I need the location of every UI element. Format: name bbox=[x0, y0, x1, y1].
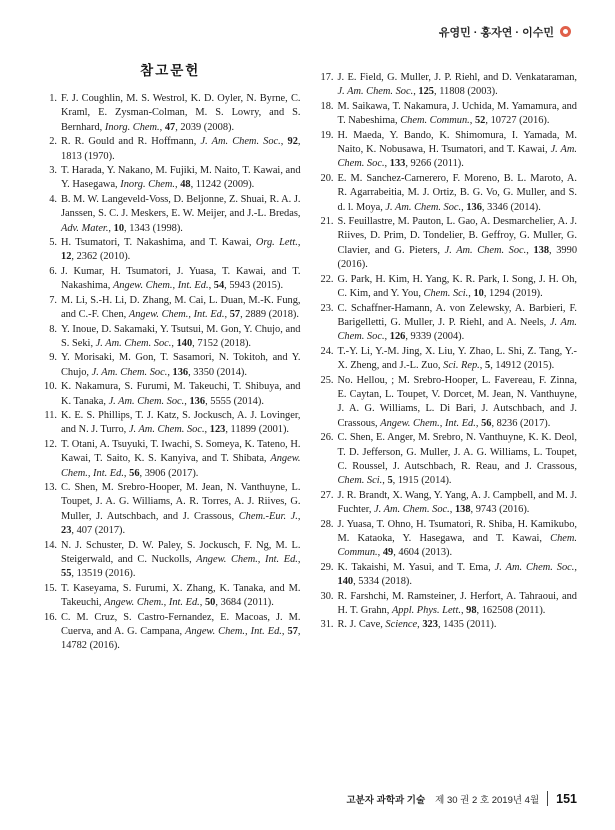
reference-text: J. Kumar, H. Tsumatori, J. Yuasa, T. Kawai, and T. Nakashima, Angew. Chem., Int. Ed., 54, 5943 (2015). bbox=[61, 265, 301, 292]
section-title: 참고문헌 bbox=[140, 63, 201, 78]
reference-text: T. Harada, Y. Nakano, M. Fujiki, M. Naito, T. Kawai, and Y. Hasegawa, Inorg. Chem., 48, 11242 (2009). bbox=[61, 165, 301, 191]
reference-number: 10. bbox=[44, 381, 57, 393]
reference-number: 12. bbox=[44, 438, 57, 450]
references-left bbox=[40, 92, 301, 654]
reference-text: F. J. Coughlin, M. S. Westrol, K. D. Oyler, N. Byrne, C. Kraml, E. Zysman-Colman, M. S. Lowry, and S. Bernhard, Inorg. Chem., 47, 2039 (2008). bbox=[61, 93, 301, 133]
reference-number: 28. bbox=[320, 518, 334, 530]
page-number: 151 bbox=[556, 791, 577, 806]
reference-number: 30. bbox=[320, 590, 334, 602]
reference-text: C. Schaffner-Hamann, A. von Zelewsky, A. Barbieri, F. Barigelletti, G. Muller, J. P. Riehl, and A. Neels, J. Am. Chem. Soc., 126, 9339 (2004). bbox=[337, 302, 577, 343]
reference-number: 22. bbox=[320, 273, 334, 285]
reference-number: 26. bbox=[320, 432, 334, 444]
reference-item bbox=[317, 489, 578, 518]
reference-number: 31. bbox=[320, 619, 334, 631]
reference-number: 20. bbox=[320, 172, 334, 184]
reference-text: K. E. S. Phillips, T. J. Katz, S. Jockusch, A. J. Lovinger, and N. J. Turro, J. Am. Chem. Soc., 123, 11899 (2001). bbox=[61, 409, 301, 436]
reference-text: R. J. Cave, Science, 323, 1435 (2011). bbox=[337, 619, 497, 631]
reference-number: 18. bbox=[320, 100, 334, 112]
reference-text: H. Tsumatori, T. Nakashima, and T. Kawai, Org. Lett., 12, 2362 (2010). bbox=[61, 237, 301, 263]
reference-text: R. Farshchi, M. Ramsteiner, J. Herfort, A. Tahraoui, and H. T. Grahn, Appl. Phys. Lett., 98, 162508 (2011). bbox=[337, 590, 577, 617]
reference-text: G. Park, H. Kim, H. Yang, K. R. Park, I. Song, J. H. Oh, C. Kim, and Y. You, Chem. Sci., 10, 1294 (2019). bbox=[337, 273, 577, 300]
reference-number: 5. bbox=[49, 237, 57, 249]
reference-item bbox=[317, 618, 578, 632]
reference-text: K. Nakamura, S. Furumi, M. Takeuchi, T. Shibuya, and K. Tanaka, J. Am. Chem. Soc., 136, 5555 (2014). bbox=[61, 381, 301, 407]
reference-item bbox=[40, 92, 301, 135]
reference-item bbox=[317, 374, 578, 432]
reference-item bbox=[317, 100, 578, 129]
reference-text: M. Saikawa, T. Nakamura, J. Uchida, M. Yamamura, and T. Nabeshima, Chem. Commun., 52, 10727 (2016). bbox=[337, 100, 577, 127]
reference-columns bbox=[40, 59, 577, 654]
reference-text: J. E. Field, G. Muller, J. P. Riehl, and D. Venkataraman, J. Am. Chem. Soc., 125, 11808 (2003). bbox=[337, 72, 577, 98]
reference-text: M. Li, S.-H. Li, D. Zhang, M. Cai, L. Duan, M.-K. Fung, and C.-F. Chen, Angew. Chem., Int. Ed., 57, 2889 (2018). bbox=[61, 294, 301, 321]
reference-item bbox=[317, 431, 578, 489]
reference-item bbox=[317, 345, 578, 374]
reference-text: E. M. Sanchez-Carnerero, F. Moreno, B. L. Maroto, A. R. Agarrabeitia, M. J. Ortiz, B. G. Vo, G. Muller, and S. d. l. Moya, J. Am. Chem. Soc., 136, 3346 (2014). bbox=[337, 172, 577, 213]
reference-text: T.-Y. Li, Y.-M. Jing, X. Liu, Y. Zhao, L. Shi, Z. Tang, Y.-X. Zheng, and J.-L. Zuo, Sci. Rep., 5, 14912 (2015). bbox=[337, 345, 577, 372]
reference-item bbox=[40, 539, 301, 582]
reference-number: 25. bbox=[320, 374, 334, 386]
reference-item bbox=[40, 193, 301, 236]
reference-number: 13. bbox=[44, 481, 57, 493]
issue-info: 제 30 권 2 호 2019년 4월 bbox=[435, 794, 540, 806]
reference-number: 9. bbox=[49, 352, 57, 364]
reference-item bbox=[317, 518, 578, 561]
journal-name: 고분자 과학과 기술 bbox=[346, 794, 426, 806]
reference-item bbox=[317, 172, 578, 215]
reference-text: T. Kaseyama, S. Furumi, X. Zhang, K. Tanaka, and M. Takeuchi, Angew. Chem., Int. Ed., 50, 3684 (2011). bbox=[61, 582, 301, 609]
reference-item bbox=[317, 129, 578, 172]
page-footer bbox=[346, 791, 577, 806]
reference-text: J. Yuasa, T. Ohno, H. Tsumatori, R. Shiba, H. Kamikubo, M. Kataoka, Y. Hasegawa, and T. Kawai, Chem. Commun., 49, 4604 (2013). bbox=[337, 518, 577, 559]
references-column-right bbox=[317, 59, 578, 654]
reference-item bbox=[40, 135, 301, 164]
reference-text: R. R. Gould and R. Hoffmann, J. Am. Chem. Soc., 92, 1813 (1970). bbox=[61, 136, 301, 162]
reference-item bbox=[317, 561, 578, 590]
reference-item bbox=[40, 294, 301, 323]
reference-number: 15. bbox=[44, 582, 57, 594]
reference-text: C. Shen, E. Anger, M. Srebro, N. Vanthuyne, K. K. Deol, T. D. Jefferson, G. Muller, J. A. G. Williams, L. Toupet, C. Roussel, J. Autschbach, R. Reau, and J. Crassous, Chem. Sci., 5, 1915 (2014). bbox=[337, 432, 577, 487]
reference-number: 27. bbox=[320, 489, 334, 501]
reference-text: Y. Morisaki, M. Gon, T. Sasamori, N. Tokitoh, and Y. Chujo, J. Am. Chem. Soc., 136, 3350 (2014). bbox=[61, 352, 301, 378]
reference-item bbox=[40, 323, 301, 352]
reference-text: S. Feuillastre, M. Pauton, L. Gao, A. Desmarchelier, A. J. Riives, D. Prim, D. Tondelier, B. Geffroy, G. Muller, G. Clavier, and G. Pieters, J. Am. Chem. Soc., 138, 3990 (2016). bbox=[337, 216, 578, 271]
reference-text: K. Takaishi, M. Yasui, and T. Ema, J. Am. Chem. Soc., 140, 5334 (2018). bbox=[337, 561, 578, 588]
reference-number: 21. bbox=[320, 216, 334, 228]
reference-number: 7. bbox=[49, 294, 57, 306]
reference-text: T. Otani, A. Tsuyuki, T. Iwachi, S. Someya, K. Tateno, H. Kawai, T. Saito, K. S. Kanyiva, and T. Shibata, Angew. Chem., Int. Ed., 56, 3906 (2017). bbox=[61, 438, 301, 479]
reference-text: B. M. W. Langeveld-Voss, D. Beljonne, Z. Shuai, R. A. J. Janssen, S. C. J. Meskers, E. W. Meijer, and J.-L. Bredas, Adv. Mater., 10, 1343 (1998). bbox=[61, 193, 301, 234]
reference-item bbox=[317, 302, 578, 345]
reference-item bbox=[40, 438, 301, 481]
reference-text: J. R. Brandt, X. Wang, Y. Yang, A. J. Campbell, and M. J. Fuchter, J. Am. Chem. Soc., 138, 9743 (2016). bbox=[337, 489, 577, 516]
reference-text: C. M. Cruz, S. Castro-Fernandez, E. Macoas, J. M. Cuerva, and A. G. Campana, Angew. Chem., Int. Ed., 57, 14782 (2016). bbox=[61, 611, 301, 652]
reference-item bbox=[40, 265, 301, 294]
reference-text: Y. Inoue, D. Sakamaki, Y. Tsutsui, M. Gon, Y. Chujo, and S. Seki, J. Am. Chem. Soc., 140, 7152 (2018). bbox=[61, 323, 301, 349]
reference-item bbox=[40, 409, 301, 438]
reference-item bbox=[40, 380, 301, 409]
reference-item bbox=[317, 215, 578, 273]
reference-text: H. Maeda, Y. Bando, K. Shimomura, I. Yamada, M. Naito, K. Nobusawa, H. Tsumatori, and T. Kawai, J. Am. Chem. Soc., 133, 9266 (2011). bbox=[337, 129, 577, 170]
reference-number: 3. bbox=[49, 165, 57, 177]
reference-number: 16. bbox=[44, 611, 57, 623]
corresponding-author-ring-icon bbox=[560, 26, 571, 37]
reference-item bbox=[40, 481, 301, 539]
reference-number: 8. bbox=[49, 323, 57, 335]
reference-item bbox=[317, 273, 578, 302]
references-right bbox=[317, 71, 578, 633]
page-header bbox=[40, 26, 577, 41]
reference-number: 19. bbox=[320, 129, 334, 141]
reference-number: 17. bbox=[320, 72, 334, 83]
author-names: 유영민 · 홍자연 · 이수민 bbox=[438, 27, 554, 39]
reference-number: 2. bbox=[49, 136, 57, 148]
reference-item bbox=[40, 164, 301, 193]
footer-divider bbox=[547, 791, 548, 806]
references-column-left bbox=[40, 59, 301, 654]
reference-item bbox=[40, 582, 301, 611]
reference-text: N. J. Schuster, D. W. Paley, S. Jockusch, F. Ng, M. L. Steigerwald, and C. Nuckolls, Angew. Chem., Int. Ed., 55, 13519 (2016). bbox=[61, 539, 301, 580]
reference-number: 6. bbox=[49, 265, 57, 277]
reference-item bbox=[40, 351, 301, 380]
reference-number: 29. bbox=[320, 561, 334, 573]
reference-item bbox=[40, 236, 301, 265]
reference-item bbox=[317, 590, 578, 619]
reference-text: C. Shen, M. Srebro-Hooper, M. Jean, N. Vanthuyne, L. Toupet, J. A. G. Williams, A. R. Torres, A. J. Riives, G. Muller, J. Autschbach, and J. Crassous, Chem.-Eur. J., 23, 407 (2017). bbox=[61, 481, 301, 537]
reference-item bbox=[317, 71, 578, 100]
reference-item bbox=[40, 611, 301, 654]
reference-number: 1. bbox=[49, 93, 57, 104]
reference-text: No. Hellou, ; M. Srebro-Hooper, L. Favereau, F. Zinna, E. Caytan, L. Toupet, V. Dorcet, M. Jean, N. Vanthuyne, J. A. G. Williams, L. Di Bari, J. Autschbach, and J. Crassous, Angew. Chem., Int. Ed., 56, 8236 (2017). bbox=[337, 374, 577, 429]
reference-number: 4. bbox=[49, 193, 57, 205]
reference-number: 11. bbox=[44, 409, 57, 421]
reference-number: 14. bbox=[44, 539, 57, 551]
reference-number: 24. bbox=[320, 345, 334, 357]
reference-number: 23. bbox=[320, 302, 334, 314]
